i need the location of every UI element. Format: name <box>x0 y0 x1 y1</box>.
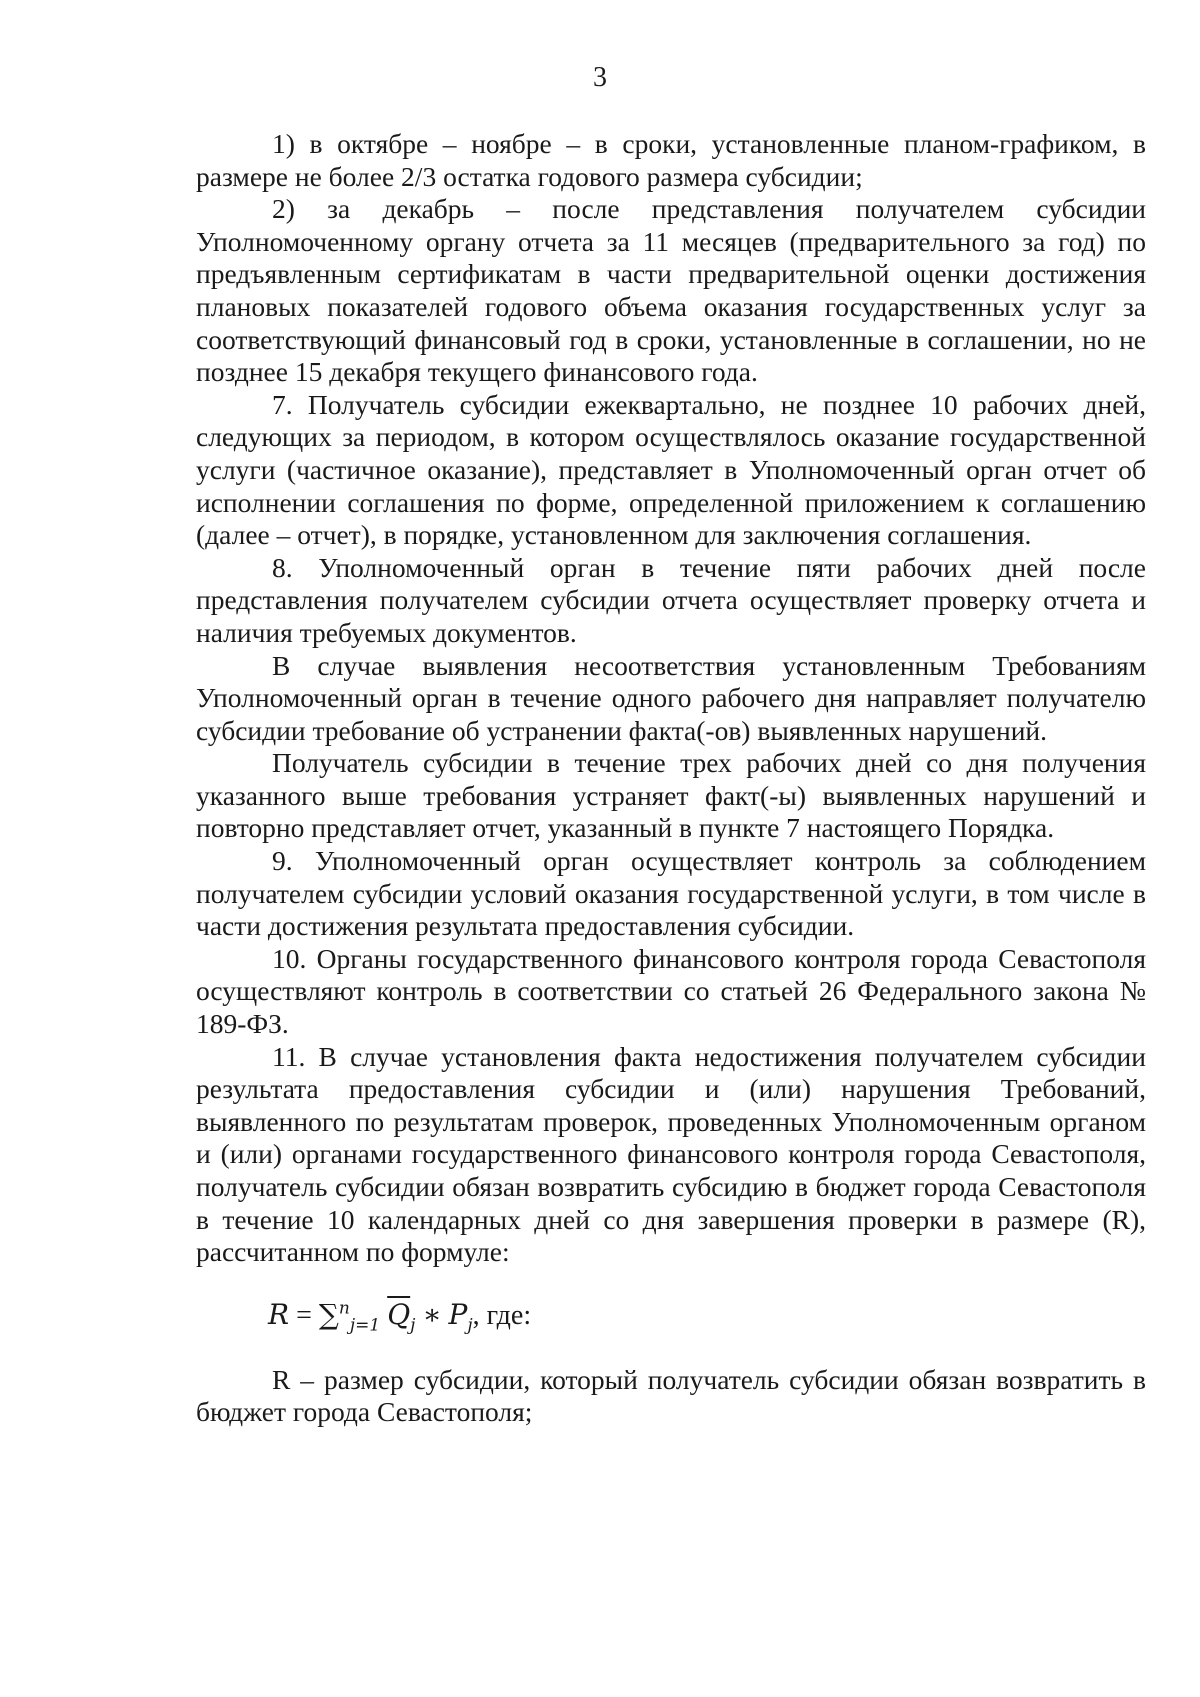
formula-equals: = <box>296 1299 312 1331</box>
formula-times: ∗ <box>422 1299 442 1331</box>
paragraph-r-definition: R – размер субсидии, который получатель субсидии обязан возвратить в бюджет города Севастополя; <box>196 1363 1146 1428</box>
paragraph-item-1: 1) в октябре – ноябре – в сроки, установленные планом-графиком, в размере не более 2/3 остатка годового размера субсидии; <box>196 128 1146 192</box>
formula-p-term <box>448 1297 473 1336</box>
paragraph-item-2: 2) за декабрь – после представления получателем субсидии Уполномоченному органу отчета за 11 месяцев (предварительного за год) по предъявленным сертификатам в части предварительной оценки достижения плановых показателей годового объема оказания государственных услуг за соответствующий финансовый год в сроки, установленные в соглашении, но не позднее 15 декабря текущего финансового года. <box>196 193 1146 388</box>
paragraph-clause-7: 7. Получатель субсидии ежеквартально, не позднее 10 рабочих дней, следующих за периодом, в котором осуществлялось оказание государственной услуги (частичное оказание), представляет в Уполномоченный орган отчет об исполнении соглашения по форме, определенной приложением к соглашению (далее – отчет), в порядке, установленном для заключения соглашения. <box>196 388 1146 551</box>
refund-formula <box>196 1295 1146 1336</box>
paragraph-clause-11: 11. В случае установления факта недостижения получателем субсидии результата предоставления субсидии и (или) нарушения Требований, выявленного по результатам проверок, проведенных Уполномоченным органом и (или) органами государственного финансового контроля города Севастополя, получатель субсидии обязан возвратить субсидию в бюджет города Севастополя в течение 10 календарных дней со дня завершения проверки в размере (R), рассчитанном по формуле: <box>196 1040 1146 1268</box>
paragraph-clause-8: 8. Уполномоченный орган в течение пяти рабочих дней после представления получателем субсидии отчета осуществляет проверку отчета и наличия требуемых документов. <box>196 551 1146 648</box>
paragraph-clause-9: 9. Уполномоченный орган осуществляет контроль за соблюдением получателем субсидии условий оказания государственной услуги, в том числе в части достижения результата предоставления субсидии. <box>196 845 1146 942</box>
formula-q-term <box>387 1297 416 1336</box>
formula-q: $\overline{Q}$ <box>387 1297 411 1331</box>
page-number: 3 <box>593 62 607 93</box>
paragraph-clause-8-correction: Получатель субсидии в течение трех рабочих дней со дня получения указанного выше требования устраняет факт(-ы) выявленных нарушений и повторно представляет отчет, указанный в пункте 7 настоящего Порядка. <box>196 747 1146 844</box>
formula-sum-symbol: ∑ <box>318 1297 339 1331</box>
formula-sum-upper: n <box>338 1298 350 1319</box>
formula-p-sub: j <box>467 1315 473 1336</box>
formula-suffix: , где: <box>472 1299 532 1331</box>
formula-sum-lower: j=1 <box>349 1315 381 1336</box>
formula-q-sub: j <box>410 1315 416 1336</box>
formula-p: P <box>448 1297 468 1331</box>
paragraph-clause-10: 10. Органы государственного финансового контроля города Севастополя осуществляют контроль в соответствии со статьей 26 Федерального закона № 189-ФЗ. <box>196 942 1146 1040</box>
formula-lhs: R <box>268 1297 290 1331</box>
document-body <box>196 128 1146 1429</box>
formula-sum <box>318 1297 381 1336</box>
paragraph-clause-8-noncompliance: В случае выявления несоответствия установленным Требованиям Уполномоченный орган в течение одного рабочего дня направляет получателю субсидии требование об устранении факта(-ов) выявленных нарушений. <box>196 649 1146 746</box>
